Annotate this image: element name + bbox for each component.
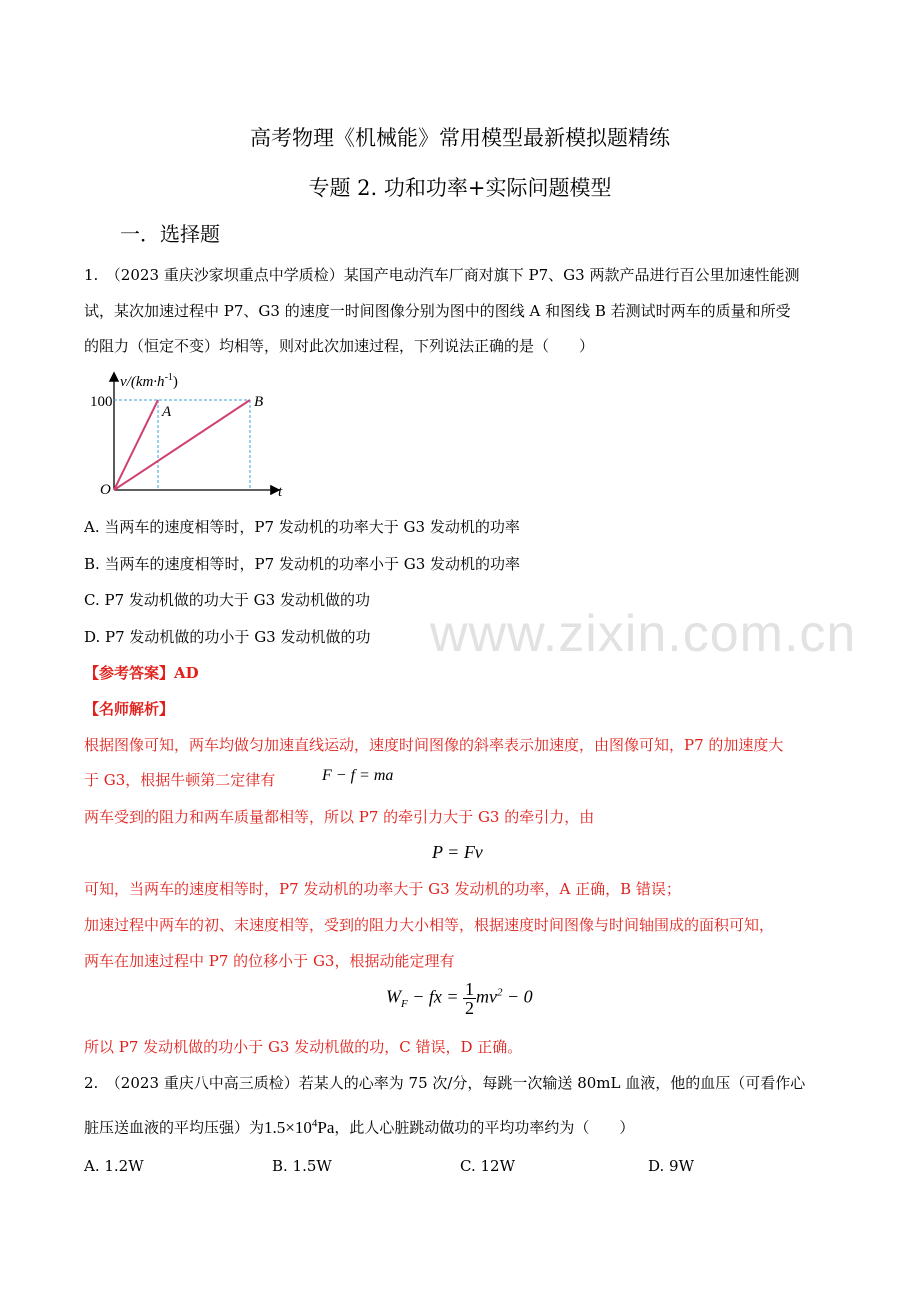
analysis-line-7: 所以 P7 发动机做的功小于 G3 发动机做的功，C 错误，D 正确。: [84, 1038, 523, 1056]
q2-line-1: 2. （2023 重庆八中高三质检）若某人的心率为 75 次/分，每跳一次输送 80mL 血液，他的血压（可看作心: [84, 1074, 806, 1092]
q2-option-d: D. 9W: [648, 1157, 694, 1175]
y-axis-label: $v/(km\cdot h^{-1})$: [120, 372, 178, 390]
q2-option-c: C. 12W: [460, 1157, 515, 1175]
analysis-line-1: 根据图像可知，两车均做匀加速直线运动，速度时间图像的斜率表示加速度，由图像可知，P7 的加速度大: [84, 736, 784, 754]
doc-title: 高考物理《机械能》常用模型最新模拟题精练: [250, 126, 670, 150]
q1-line-1: 1. （2023 重庆沙家坝重点中学质检）某国产电动汽车厂商对旗下 P7、G3 两款产品进行百公里加速性能测: [84, 266, 800, 284]
q2-line-2: 脏压送血液的平均压强）为$1.5\times 10^4Pa$，此人心脏跳动做功的平均功率约为（ ）: [84, 1117, 635, 1137]
analysis-line-3: 两车受到的阻力和两车质量都相等，所以 P7 的牵引力大于 G3 的牵引力，由: [84, 808, 595, 826]
analysis-line-5: 加速过程中两车的初、末速度相等，受到的阻力大小相等，根据速度时间图像与时间轴围成的面积可知，: [84, 916, 775, 934]
x-axis-label: t: [278, 484, 283, 500]
q1-option-d: D. P7 发动机做的功小于 G3 发动机做的功: [84, 628, 371, 646]
equation-newton: F − f = ma: [322, 767, 394, 784]
q2-option-a: A. 1.2W: [84, 1157, 144, 1175]
y-tick-100: 100: [90, 394, 113, 410]
analysis-line-2: 于 G3，根据牛顿第二定律有: [84, 771, 276, 789]
section-heading: 一．选择题: [120, 222, 220, 246]
analysis-line-4: 可知，当两车的速度相等时，P7 发动机的功率大于 G3 发动机的功率，A 正确，B 错误；: [84, 880, 681, 898]
analysis-line-6: 两车在加速过程中 P7 的位移小于 G3，根据动能定理有: [84, 952, 455, 970]
analysis-tag: 【名师解析】: [84, 700, 175, 718]
q1-option-a: A. 当两车的速度相等时，P7 发动机的功率大于 G3 发动机的功率: [84, 518, 520, 536]
line-b: [114, 400, 250, 490]
q1-answer: 【参考答案】AD: [84, 664, 199, 682]
label-b: B: [254, 394, 264, 410]
origin-label: O: [100, 482, 111, 498]
q1-option-b: B. 当两车的速度相等时，P7 发动机的功率小于 G3 发动机的功率: [84, 555, 521, 573]
q1-line-3: 的阻力（恒定不变）均相等，则对此次加速过程，下列说法正确的是（ ）: [84, 337, 595, 355]
watermark: www.zixin.com.cn: [430, 605, 857, 663]
equation-power: P = Fv: [432, 842, 483, 862]
q1-option-c: C. P7 发动机做的功大于 G3 发动机做的功: [84, 591, 370, 609]
q1-line-2: 试，某次加速过程中 P7、G3 的速度一时间图像分别为图中的图线 A 和图线 B 若测试时两车的质量和所受: [84, 302, 791, 320]
equation-work-energy: $W_F$ − fx = $\frac{1}{2}$ $mv^2 - 0$: [386, 979, 533, 1018]
vt-graph: [90, 368, 300, 508]
doc-subtitle: 专题 2. 功和功率+实际问题模型: [308, 176, 612, 200]
q2-option-b: B. 1.5W: [272, 1157, 332, 1175]
label-a: A: [162, 404, 172, 420]
